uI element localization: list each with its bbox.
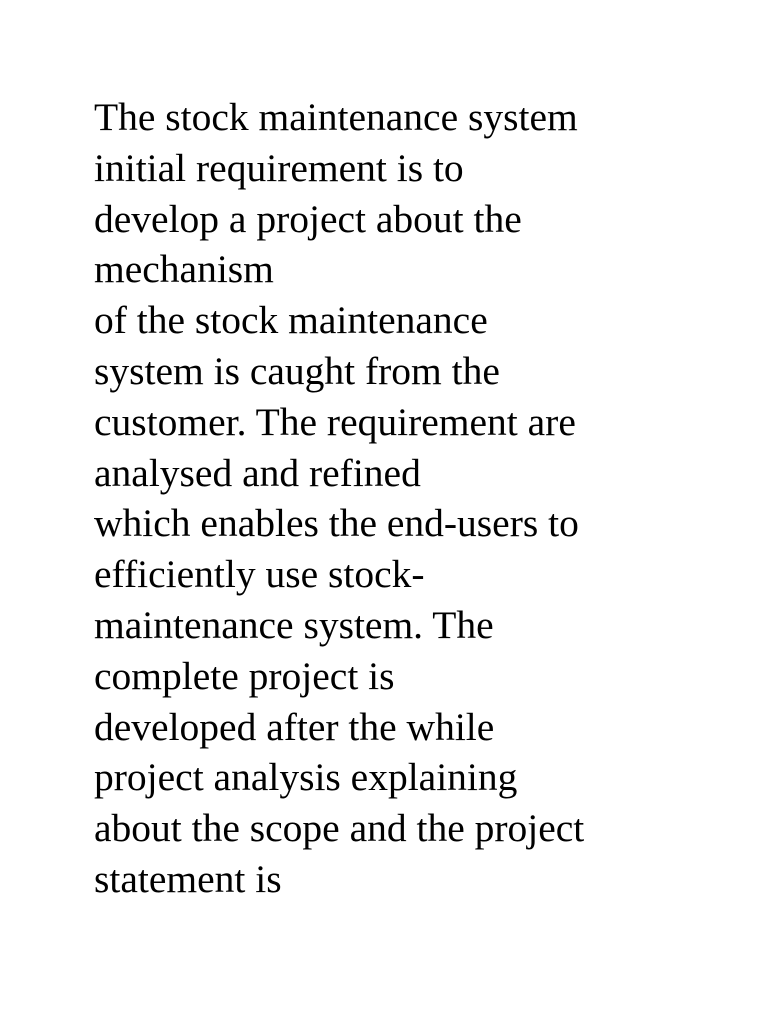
text-line: mechanism: [94, 247, 274, 292]
body-text: [94, 92, 754, 905]
text-line: customer. The requirement are: [94, 399, 576, 444]
text-line: project analysis explaining: [94, 755, 518, 800]
text-line: system is caught from the: [94, 348, 500, 393]
text-line: of the stock maintenance: [94, 298, 488, 343]
text-line: analysed and refined: [94, 450, 421, 495]
text-line: developed after the while: [94, 704, 495, 749]
text-line: The stock maintenance system: [94, 95, 578, 139]
text-line: statement is: [94, 856, 282, 901]
text-line: efficiently use stock-: [94, 552, 425, 597]
text-line: initial requirement is to: [94, 145, 464, 190]
text-line: develop a project about the: [94, 196, 522, 241]
text-line: maintenance system. The: [94, 602, 494, 647]
text-line: which enables the end-users to: [94, 501, 579, 546]
text-line: complete project is: [94, 653, 395, 698]
text-line: about the scope and the project: [94, 806, 585, 851]
